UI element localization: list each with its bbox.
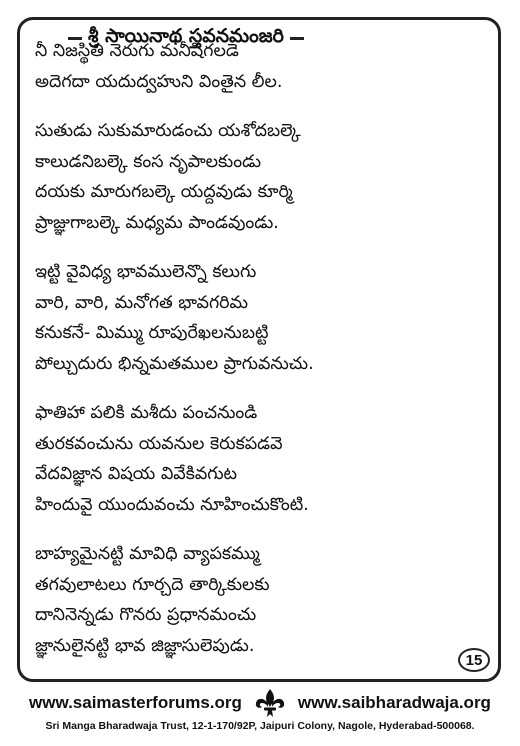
footer-links xyxy=(0,688,520,718)
poem-line: తగవులాటలు గూర్చదె తార్కికులకు xyxy=(35,574,270,595)
stanza-2 xyxy=(35,116,490,238)
poem-line: వారి, వారి, మనోగత భావగరిమ xyxy=(35,292,249,313)
poem-line: ప్రాజ్ఞుగాబల్కె మధ్యమ పాండవుండు. xyxy=(35,212,279,233)
poem-line: కనుకనే- మిమ్ము రూపురేఖలనుబట్టి xyxy=(35,323,269,343)
page-title: శ్రీ సాయినాథ స్తవనమంజరి xyxy=(88,24,284,47)
poem-line: నీ నిజస్థితి నెరుగు మనీషిగలడె xyxy=(35,41,239,61)
poem-line: దయకు మారుగబల్కె యద్దవుడు కూర్మి xyxy=(35,182,293,202)
page-number: 15 xyxy=(458,648,490,672)
stanza-5 xyxy=(35,539,490,661)
poem-line: కాలుడనిబల్కె కంస నృపాలకుండు xyxy=(35,151,262,172)
stanza-3 xyxy=(35,257,490,379)
poem-line: పోల్చుదురు భిన్నమతముల ప్రాగువనుచు. xyxy=(35,353,314,374)
site-link-right[interactable]: www.saibharadwaja.org xyxy=(297,693,491,712)
stanza-4 xyxy=(35,398,490,520)
poem-line: హిందువై యుందువంచు నూహించుకొంటి. xyxy=(35,494,309,515)
poem-line: ఇట్టి వైవిధ్య భావములెన్నొ కలుగు xyxy=(35,262,257,282)
site-link-left[interactable]: www.saimasterforums.org xyxy=(29,693,242,712)
poem-line: దానినెన్నడు గొనరు ప్రధానమంచు xyxy=(35,605,257,625)
poem-line: సుతుడు సుకుమారుడంచు యశోదబల్కె xyxy=(35,121,301,141)
poem-line: జ్ఞానులైనట్టి భావ జిజ్ఞాసులెపుడు. xyxy=(35,635,255,656)
poem-line: అదెగదా యదుద్వహుని వింతైన లీల. xyxy=(35,71,283,92)
poem xyxy=(35,36,490,680)
footer xyxy=(0,688,520,732)
publisher-address: Sri Manga Bharadwaja Trust, 12-1-170/92P, Jaipuri Colony, Nagole, Hyderabad-500068. xyxy=(45,720,475,732)
poem-line: తురకవంచును యవనుల కెరుకపడవె xyxy=(35,433,283,454)
poem-line: బాహ్యమైనట్టి మావిధి వ్యాపకమ్ము xyxy=(35,544,260,564)
poem-line: వేదవిజ్ఞాన విషయ వివేకివగుట xyxy=(35,464,238,484)
stanza-1 xyxy=(35,36,490,97)
fleur-de-lis-icon xyxy=(254,688,286,718)
poem-line: ఫాతిహా పలికి మశీదు పంచనుండి xyxy=(35,403,258,423)
